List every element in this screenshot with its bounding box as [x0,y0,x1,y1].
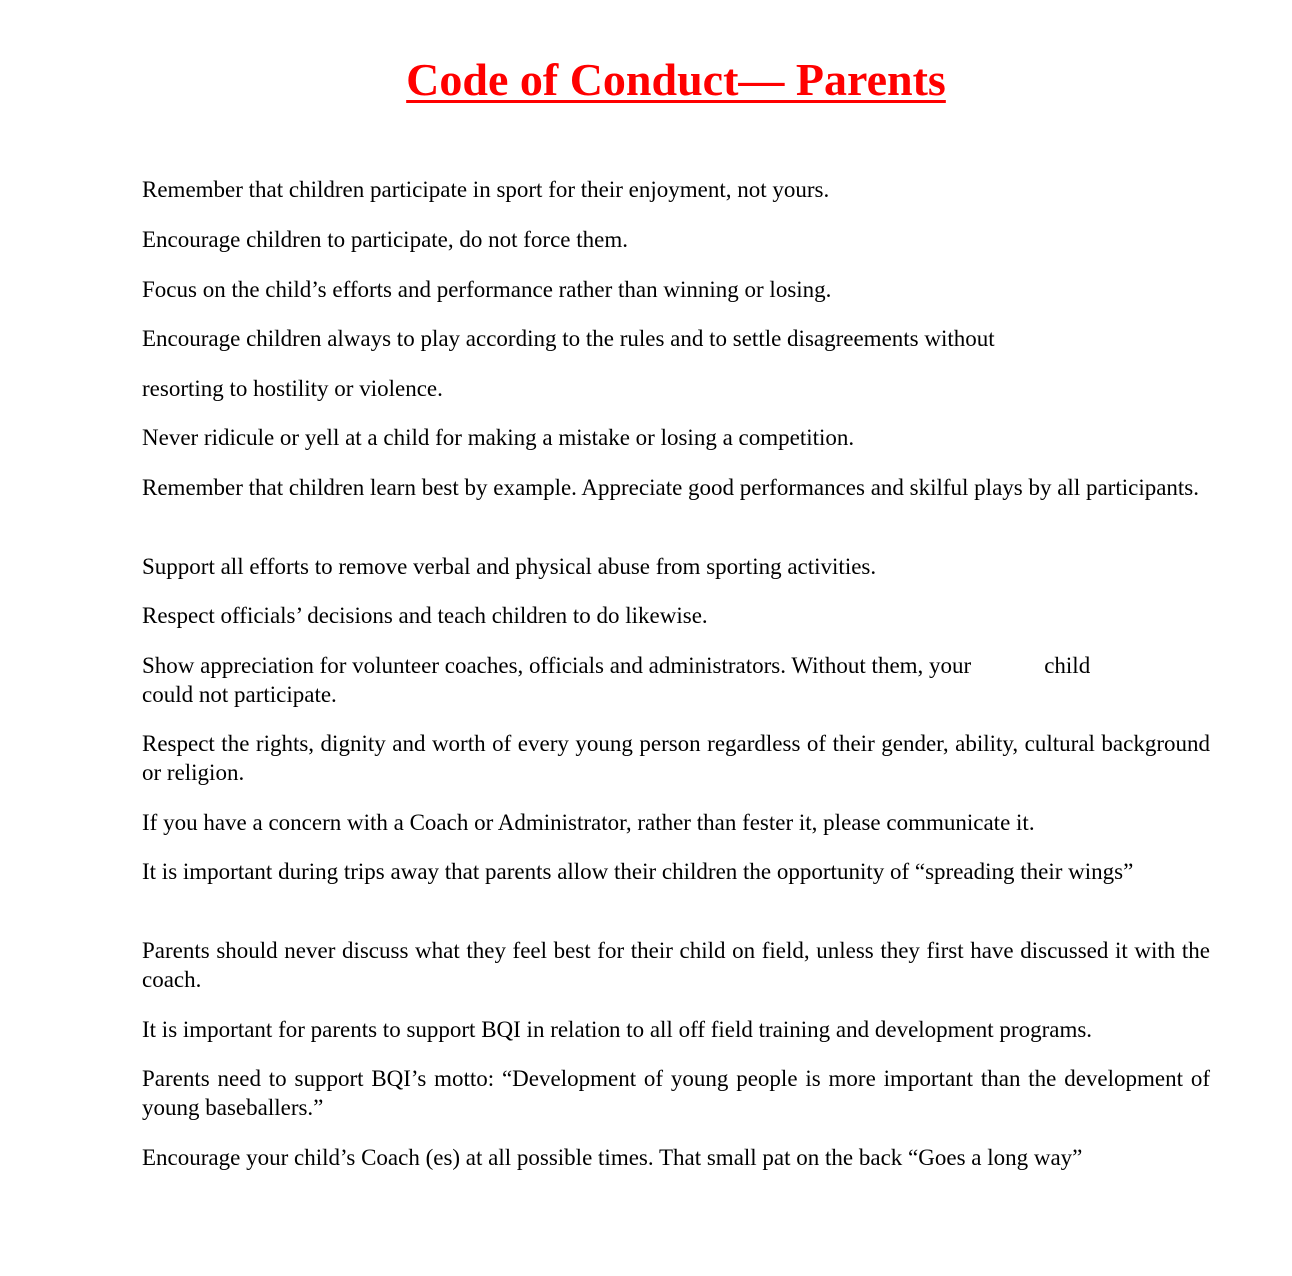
conduct-item: Support all efforts to remove verbal and physical abuse from sporting activities. [142,554,877,579]
conduct-item: Respect officials’ decisions and teach children to do likewise. [142,603,708,628]
appreciation-line-2: could not participate. [142,682,337,707]
conduct-item: Never ridicule or yell at a child for making a mistake or losing a competition. [142,425,855,450]
appreciation-line-1: Show appreciation for volunteer coaches, officials and administrators. Without them, your [142,653,972,678]
conduct-item: Remember that children learn best by example. Appreciate good performances and skilful plays by all participants. [142,475,1200,500]
conduct-item: Respect the rights, dignity and worth of every young person regardless of their gender, ability, cultural background or religion. [142,731,1210,785]
conduct-item: Parents need to support BQI’s motto: “Development of young people is more important than the development of young baseballers.” [142,1066,1210,1120]
conduct-item: It is important during trips away that parents allow their children the opportunity of “spreading their wings” [142,859,1134,884]
conduct-item: It is important for parents to support BQI in relation to all off field training and development programs. [142,1017,1093,1042]
appreciation-line-1-end: child [1044,653,1091,678]
conduct-item: Encourage children always to play according to the rules and to settle disagreements without [142,326,995,351]
conduct-item: Parents should never discuss what they feel best for their child on field, unless they first have discussed it with the coach. [142,938,1210,992]
conduct-item: If you have a concern with a Coach or Administrator, rather than fester it, please communicate it. [142,810,1035,835]
conduct-item-appreciation [142,651,1210,709]
conduct-item: Focus on the child’s efforts and performance rather than winning or losing. [142,277,832,302]
conduct-item: Encourage your child’s Coach (es) at all possible times. That small pat on the back “Goes a long way” [142,1145,1083,1170]
conduct-item: Remember that children participate in sport for their enjoyment, not yours. [142,177,830,202]
conduct-item: Encourage children to participate, do not force them. [142,227,628,252]
page-title: Code of Conduct— Parents [406,54,946,105]
conduct-item: resorting to hostility or violence. [142,376,443,401]
